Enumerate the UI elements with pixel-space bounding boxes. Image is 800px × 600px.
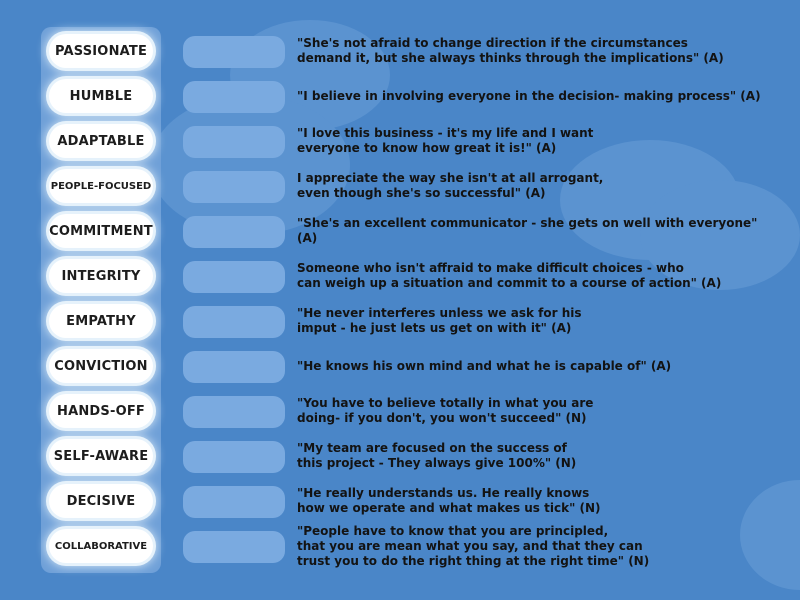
tile-conviction[interactable]: CONVICTION [49, 349, 153, 383]
drop-slot[interactable] [183, 306, 285, 338]
description-text: I appreciate the way she isn't at all arrogant, even though she's so successful" (A) [297, 171, 604, 200]
description-text: "My team are focused on the success of this project - They always give 100%" (N) [297, 441, 577, 470]
tile-people-focused[interactable]: PEOPLE-FOCUSED [49, 169, 153, 203]
tile-decisive[interactable]: DECISIVE [49, 484, 153, 518]
drop-slot[interactable] [183, 126, 285, 158]
drop-slot[interactable] [183, 261, 285, 293]
description-text: "She's not afraid to change direction if the circumstances demand it, but she always thinks through the implications" (A) [297, 36, 724, 65]
description-text: "You have to believe totally in what you are doing- if you don't, you won't succeed" (N) [297, 396, 594, 425]
drop-slot[interactable] [183, 531, 285, 563]
drop-slot[interactable] [183, 441, 285, 473]
drop-slot[interactable] [183, 486, 285, 518]
tile-humble[interactable]: HUMBLE [49, 79, 153, 113]
description-text: "I love this business - it's my life and I want everyone to know how great it is!" (A) [297, 126, 594, 155]
tile-commitment[interactable]: COMMITMENT [49, 214, 153, 248]
tile-adaptable[interactable]: ADAPTABLE [49, 124, 153, 158]
description-text: "I believe in involving everyone in the decision- making process" (A) [297, 88, 761, 103]
tile-collaborative[interactable]: COLLABORATIVE [49, 529, 153, 563]
description-text: "People have to know that you are principled, that you are mean what you say, and that they can trust you to do the right thing at the right time" (N) [297, 523, 650, 568]
description-text: Someone who isn't affraid to make difficult choices - who can weigh up a situation and commit to a course of action" (A) [297, 261, 722, 290]
description-text: "He really understands us. He really knows how we operate and what makes us tick" (N) [297, 486, 601, 515]
tile-passionate[interactable]: PASSIONATE [49, 34, 153, 68]
tile-self-aware[interactable]: SELF-AWARE [49, 439, 153, 473]
drop-slot[interactable] [183, 171, 285, 203]
description-text: "He knows his own mind and what he is capable of" (A) [297, 358, 672, 373]
drop-slot[interactable] [183, 36, 285, 68]
tile-empathy[interactable]: EMPATHY [49, 304, 153, 338]
drop-slot[interactable] [183, 81, 285, 113]
drop-slot[interactable] [183, 396, 285, 428]
tile-hands-off[interactable]: HANDS-OFF [49, 394, 153, 428]
description-text: "He never interferes unless we ask for his imput - he just lets us get on with it" (A) [297, 306, 582, 335]
description-text: "She's an excellent communicator - she gets on well with everyone" (A) [297, 216, 758, 245]
drop-slot[interactable] [183, 216, 285, 248]
drop-slot[interactable] [183, 351, 285, 383]
tile-integrity[interactable]: INTEGRITY [49, 259, 153, 293]
